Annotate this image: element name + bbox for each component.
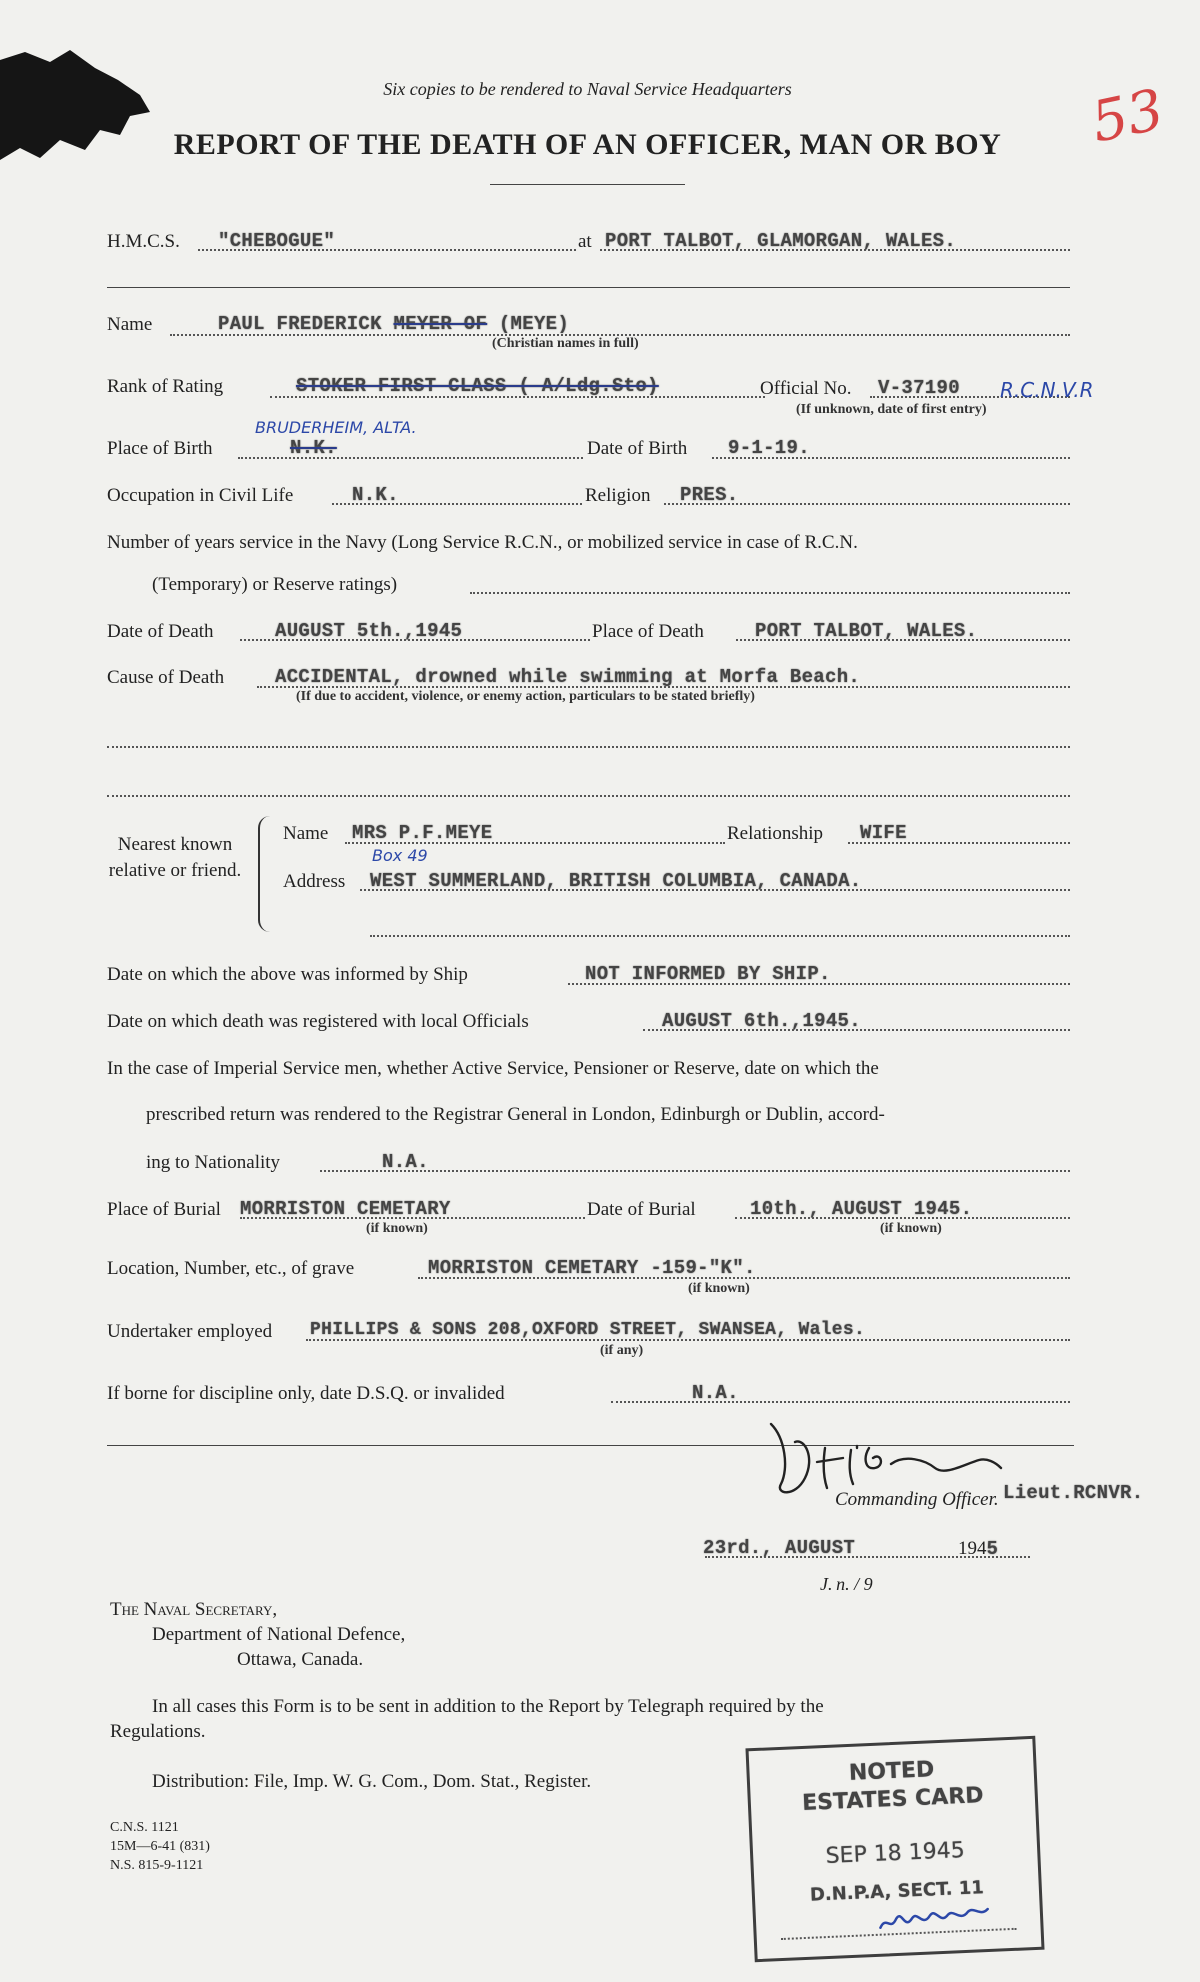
- imperial-dots: [320, 1170, 1070, 1172]
- telegraph-note-line-2: Regulations.: [110, 1721, 206, 1742]
- imperial-line1: In the case of Imperial Service men, whether Active Service, Pensioner or Reserve, date on which the: [107, 1058, 879, 1079]
- handwritten-page-number: 53: [1086, 77, 1170, 156]
- form-code-1: C.N.S. 1121: [110, 1820, 179, 1835]
- stamp-date: SEP 18 1945: [825, 1837, 966, 1870]
- name-note: (Christian names in full): [492, 336, 639, 351]
- copies-note: Six copies to be rendered to Naval Service Headquarters: [383, 79, 792, 99]
- discipline-dots: [611, 1401, 1070, 1403]
- registered-value: AUGUST 6th.,1945.: [662, 1010, 861, 1032]
- name-given: PAUL FREDERICK: [218, 313, 382, 335]
- rank-label: Rank of Rating: [107, 376, 224, 397]
- handwritten-initials: J. n. / 9: [820, 1574, 873, 1594]
- relative-name-label: Name: [283, 823, 329, 844]
- undertaker-label: Undertaker employed: [107, 1321, 273, 1342]
- burial-date-value: 10th., AUGUST 1945.: [750, 1198, 973, 1220]
- burial-place-label: Place of Burial: [107, 1199, 221, 1220]
- signature-year-print: 194: [958, 1538, 987, 1559]
- imperial-value: N.A.: [382, 1151, 429, 1173]
- title-underline: [490, 184, 685, 185]
- stamp-section: D.N.P.A, SECT. 11: [809, 1877, 985, 1906]
- burial-date-note: (if known): [880, 1221, 942, 1236]
- address-value: WEST SUMMERLAND, BRITISH COLUMBIA, CANADA.: [370, 870, 862, 892]
- birth-place-label: Place of Birth: [107, 438, 213, 459]
- burial-place-value: MORRISTON CEMETARY: [240, 1198, 451, 1220]
- cause-dots-3: [107, 795, 1070, 797]
- religion-value: PRES.: [680, 484, 739, 506]
- distribution-line: Distribution: File, Imp. W. G. Com., Dom. Stat., Register.: [152, 1771, 592, 1792]
- death-date-value: AUGUST 5th.,1945: [275, 620, 463, 642]
- address-line-2: Department of National Defence,: [152, 1624, 406, 1645]
- telegraph-note: [110, 1694, 824, 1744]
- imperial-line2: prescribed return was rendered to the Registrar General in London, Edinburgh or Dublin, accord-: [146, 1104, 885, 1125]
- stamp-line-1: NOTED: [848, 1757, 935, 1786]
- birth-date-label: Date of Birth: [587, 438, 688, 459]
- death-place-label: Place of Death: [592, 621, 704, 642]
- telegraph-note-line-1: In all cases this Form is to be sent in addition to the Report by Telegraph required by the: [152, 1696, 824, 1717]
- form-code-3: N.S. 815-9-1121: [110, 1858, 204, 1873]
- estates-card-stamp: [745, 1736, 1044, 1962]
- signature-date-value: 23rd., AUGUST: [703, 1537, 856, 1559]
- official-value: V-37190: [878, 377, 960, 399]
- burial-place-note: (if known): [366, 1221, 428, 1236]
- informed-value: NOT INFORMED BY SHIP.: [585, 963, 831, 985]
- address-line-1: The Naval Secretary,: [110, 1599, 278, 1620]
- occupation-value: N.K.: [352, 484, 399, 506]
- at-label: at: [578, 231, 592, 252]
- address-label: Address: [283, 871, 346, 892]
- grave-value: MORRISTON CEMETARY -159-"K".: [428, 1257, 756, 1279]
- grave-note: (if known): [688, 1281, 750, 1296]
- birth-place-value: [290, 437, 337, 459]
- burial-date-label: Date of Burial: [587, 1199, 696, 1220]
- registered-label: Date on which death was registered with local Officials: [107, 1011, 529, 1032]
- signatory-rank: Lieut.RCNVR.: [1003, 1482, 1144, 1504]
- religion-label: Religion: [585, 485, 651, 506]
- hmcs-label: H.M.C.S.: [107, 231, 180, 252]
- divider-rule: [107, 287, 1070, 288]
- cause-note: (If due to accident, violence, or enemy action, particulars to be stated briefly): [296, 689, 755, 704]
- address-dots-2: [370, 935, 1070, 937]
- relationship-value: WIFE: [860, 822, 907, 844]
- death-place-value: PORT TALBOT, WALES.: [755, 620, 978, 642]
- stamp-line-2: ESTATES CARD: [801, 1783, 985, 1816]
- at-value: PORT TALBOT, GLAMORGAN, WALES.: [605, 230, 957, 252]
- years-dots: [470, 592, 1070, 594]
- discipline-value: N.A.: [692, 1382, 739, 1404]
- name-surname: (MEYE): [498, 313, 570, 335]
- informed-label: Date on which the above was informed by Ship: [107, 964, 468, 985]
- form-title: REPORT OF THE DEATH OF AN OFFICER, MAN OR BOY: [173, 128, 1002, 161]
- imperial-line3: ing to Nationality: [146, 1152, 281, 1173]
- nearest-relative-brace: [258, 816, 274, 932]
- years-label-line2: (Temporary) or Reserve ratings): [152, 574, 398, 595]
- birth-place-struck: N.K.: [290, 437, 337, 459]
- grave-label: Location, Number, etc., of grave: [107, 1258, 355, 1279]
- address-line-3: Ottawa, Canada.: [237, 1649, 364, 1670]
- relative-name-value: MRS P.F.MEYE: [352, 822, 493, 844]
- birth-place-handwritten: BRUDERHEIM, ALTA.: [255, 418, 417, 437]
- address-handwritten: Box 49: [372, 846, 428, 865]
- undertaker-note: (if any): [600, 1343, 644, 1358]
- rank-value: [296, 375, 659, 397]
- birth-date-value: 9-1-19.: [728, 437, 810, 459]
- death-date-label: Date of Death: [107, 621, 214, 642]
- cause-label: Cause of Death: [107, 667, 225, 688]
- name-struck: MEYER OF: [393, 313, 488, 335]
- discipline-label: If borne for discipline only, date D.S.Q. or invalided: [107, 1383, 505, 1404]
- official-note: (If unknown, date of first entry): [796, 402, 987, 417]
- occupation-label: Occupation in Civil Life: [107, 485, 294, 506]
- rank-struck: STOKER FIRST CLASS ( A/Ldg.Sto): [296, 375, 659, 397]
- signature-year: [958, 1538, 998, 1560]
- hmcs-value: "CHEBOGUE": [218, 230, 336, 252]
- commanding-officer-label: Commanding Officer.: [835, 1489, 999, 1510]
- form-code-2: 15M—6-41 (831): [110, 1839, 210, 1854]
- years-label-line1: Number of years service in the Navy (Long Service R.C.N., or mobilized service in case of R.C.N.: [107, 532, 858, 553]
- undertaker-value: PHILLIPS & SONS 208,OXFORD STREET, SWANSEA, Wales.: [310, 1320, 866, 1340]
- relationship-label: Relationship: [727, 823, 824, 844]
- official-label: Official No.: [760, 378, 852, 399]
- signature-year-typed: 5: [986, 1538, 999, 1560]
- nearest-relative-label: Nearest known relative or friend.: [108, 834, 242, 881]
- official-handwritten: R.C.N.V.R: [1000, 378, 1094, 402]
- form-codes: [110, 1818, 210, 1875]
- cause-value: ACCIDENTAL, drowned while swimming at Morfa Beach.: [275, 666, 861, 688]
- name-label: Name: [107, 314, 153, 335]
- naval-secretary-address: [110, 1597, 405, 1672]
- cause-dots-2: [107, 746, 1070, 748]
- name-value: [218, 313, 569, 335]
